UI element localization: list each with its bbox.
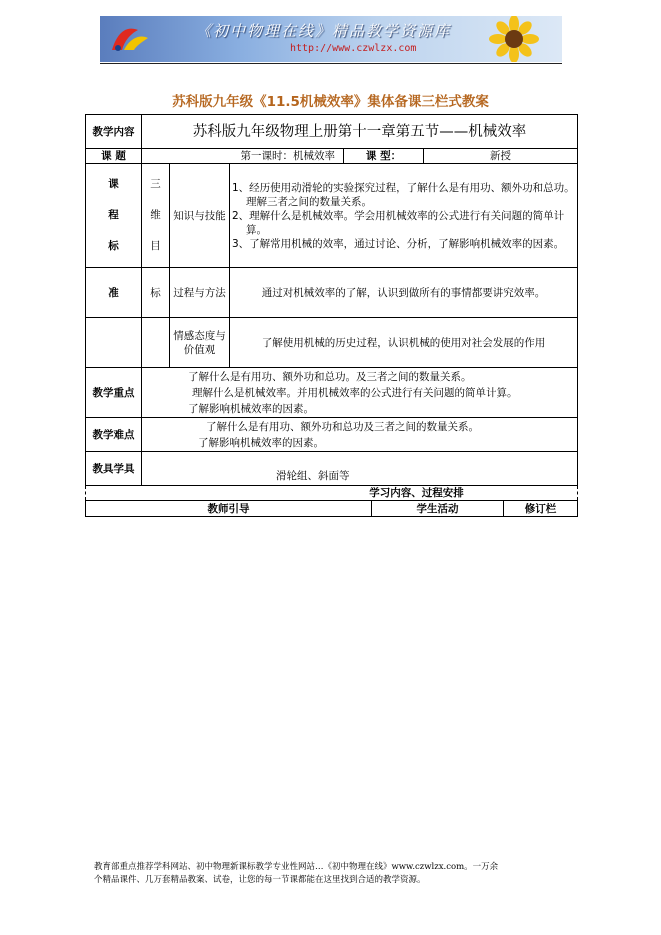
knowledge-item: 2、理解什么是机械效率。学会用机械效率的公式进行有关问题的简单计算。 — [232, 209, 565, 236]
key-item: 理解什么是机械效率。并用机械效率的公式进行有关问题的简单计算。 — [192, 386, 518, 399]
goals-label-4: 准 — [86, 268, 142, 318]
banner-url[interactable]: http://www.czwlzx.com — [290, 43, 417, 54]
tools-value: 滑轮组、斜面等 — [142, 452, 578, 486]
logo-icon — [108, 24, 150, 54]
teacher-column-header: 教师引导 — [86, 501, 372, 517]
dim-label-1: 三 — [150, 178, 161, 190]
difficult-item: 了解影响机械效率的因素。 — [198, 436, 324, 449]
type-label: 课 型： — [344, 149, 424, 164]
revise-column-header: 修订栏 — [504, 501, 578, 517]
knowledge-list — [230, 164, 578, 268]
header-banner — [100, 16, 562, 62]
difficult-list — [142, 418, 578, 452]
knowledge-label: 知识与技能 — [170, 164, 230, 268]
key-label: 教学重点 — [86, 368, 142, 418]
footer-note — [94, 861, 574, 887]
key-item: 了解影响机械效率的因素。 — [188, 402, 314, 415]
footer-line: 个精品课件、几万套精品教案、试卷，让您的每一节课都能在这里找到合适的教学资源。 — [94, 875, 426, 885]
content-value: 苏科版九年级物理上册第十一章第五节——机械效率 — [142, 115, 578, 149]
knowledge-item: 3、了解常用机械的效率，通过讨论、分析，了解影响机械效率的因素。 — [232, 237, 565, 250]
footer-line: 教育部重点推荐学科网站、初中物理新课标教学专业性网站…《初中物理在线》www.czwlzx.com。一万余 — [94, 862, 499, 872]
goals-label-3: 标 — [108, 240, 119, 252]
type-value: 新授 — [424, 149, 578, 164]
attitude-label: 情感态度与价值观 — [170, 318, 230, 368]
dim-label-4: 标 — [142, 268, 170, 318]
key-list — [142, 368, 578, 418]
student-column-header: 学生活动 — [372, 501, 504, 517]
attitude-text: 了解使用机械的历史过程，认识机械的使用对社会发展的作用 — [230, 318, 578, 368]
dim-label-3: 目 — [150, 240, 161, 252]
goals-label-2: 程 — [108, 209, 119, 221]
tools-label: 教具学具 — [86, 452, 142, 486]
process-label: 过程与方法 — [170, 268, 230, 318]
process-text: 通过对机械效率的了解，认识到做所有的事情都要讲究效率。 — [230, 268, 578, 318]
banner-title: 《初中物理在线》精品教学资源库 — [196, 22, 452, 40]
key-item: 了解什么是有用功、额外功和总功。及三者之间的数量关系。 — [188, 370, 472, 383]
dim-label-2: 维 — [150, 209, 161, 221]
content-label: 教学内容 — [86, 115, 142, 149]
goals-label-1: 课 — [108, 178, 119, 190]
difficult-label: 教学难点 — [86, 418, 142, 452]
topic-label: 课 题 — [86, 149, 142, 164]
sunflower-icon — [484, 16, 544, 62]
lesson-plan-table — [85, 114, 578, 517]
topic-value: 第一课时：机械效率 — [142, 149, 344, 164]
document-title: 苏科版九年级《11.5机械效率》集体备课三栏式教案 — [172, 94, 489, 110]
knowledge-item: 1、经历使用动滑轮的实验探究过程，了解什么是有用功、额外功和总功。理解三者之间的数量关系。 — [232, 181, 575, 208]
header-rule — [100, 63, 562, 64]
difficult-item: 了解什么是有用功、额外功和总功及三者之间的数量关系。 — [206, 420, 479, 433]
arrange-header: 学习内容、过程安排 — [86, 486, 578, 501]
